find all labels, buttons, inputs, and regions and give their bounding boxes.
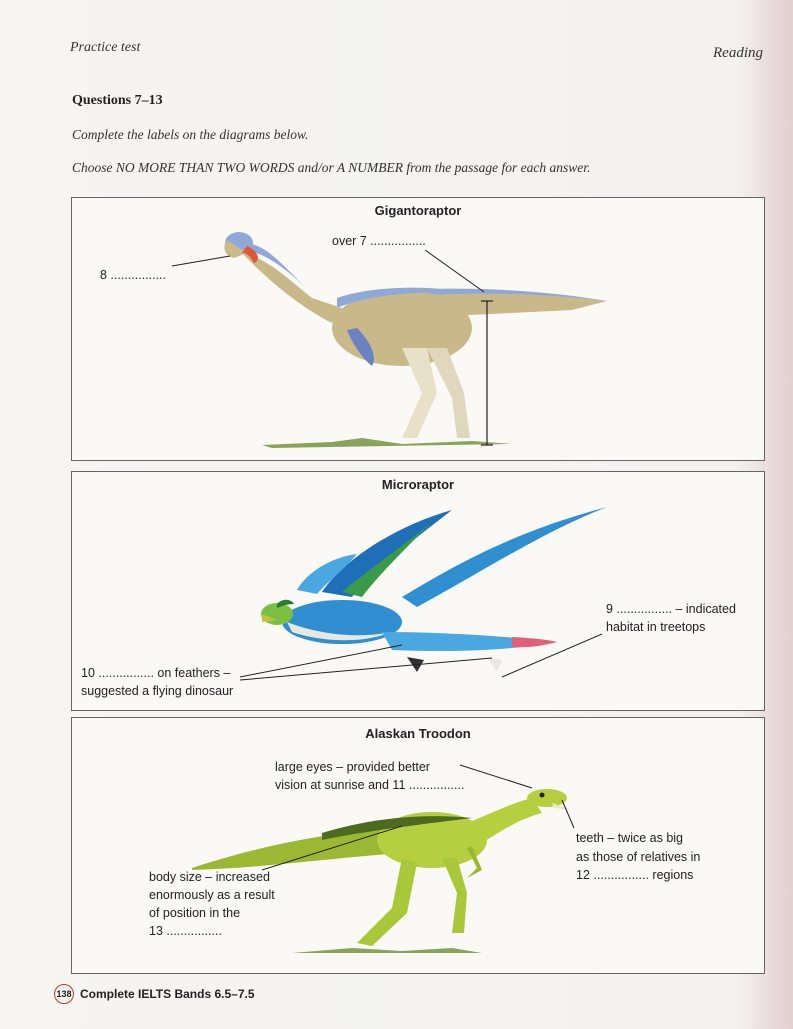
troodon-eyes-line2: vision at sunrise and 11 ................	[275, 778, 465, 792]
troodon-eyes-line1: large eyes – provided better	[275, 760, 430, 774]
troodon-body-line3: of position in the	[149, 906, 241, 920]
page-footer	[54, 984, 255, 1004]
troodon-panel	[71, 717, 765, 974]
troodon-body-line4: 13 ................	[149, 924, 222, 938]
header-section-right: Reading	[713, 45, 763, 61]
troodon-title: Alaskan Troodon	[365, 726, 471, 741]
troodon-teeth-line3: 12 ................ regions	[576, 868, 694, 882]
gigantoraptor-panel	[71, 197, 765, 461]
microraptor-panel	[71, 471, 765, 711]
troodon-body-line2: enormously as a result	[149, 888, 275, 902]
gigantoraptor-height-label: over 7 ................	[332, 234, 426, 248]
microraptor-label-9-line1: 9 ................ – indicated	[606, 602, 736, 616]
troodon-body-line1: body size – increased	[149, 870, 270, 884]
microraptor-label-9-line2: habitat in treetops	[606, 620, 706, 634]
gigantoraptor-title: Gigantoraptor	[374, 203, 462, 218]
page-number: 138	[54, 984, 74, 1004]
gigantoraptor-label-8: 8 ................	[100, 268, 166, 282]
instruction-word-limit: Choose NO MORE THAN TWO WORDS and/or A NUMBER from the passage for each answer.	[72, 160, 591, 175]
microraptor-label-10-line1: 10 ................ on feathers –	[81, 666, 231, 680]
book-title: Complete IELTS Bands 6.5–7.5	[80, 987, 255, 1001]
questions-title: Questions 7–13	[72, 93, 163, 108]
troodon-teeth-line1: teeth – twice as big	[576, 831, 684, 845]
microraptor-label-10-line2: suggested a flying dinosaur	[81, 684, 234, 698]
microraptor-title: Microraptor	[381, 477, 455, 492]
instruction-complete-labels: Complete the labels on the diagrams below.	[72, 127, 309, 142]
troodon-teeth-line2: as those of relatives in	[576, 850, 701, 864]
header-section-label: Practice test	[70, 40, 141, 55]
